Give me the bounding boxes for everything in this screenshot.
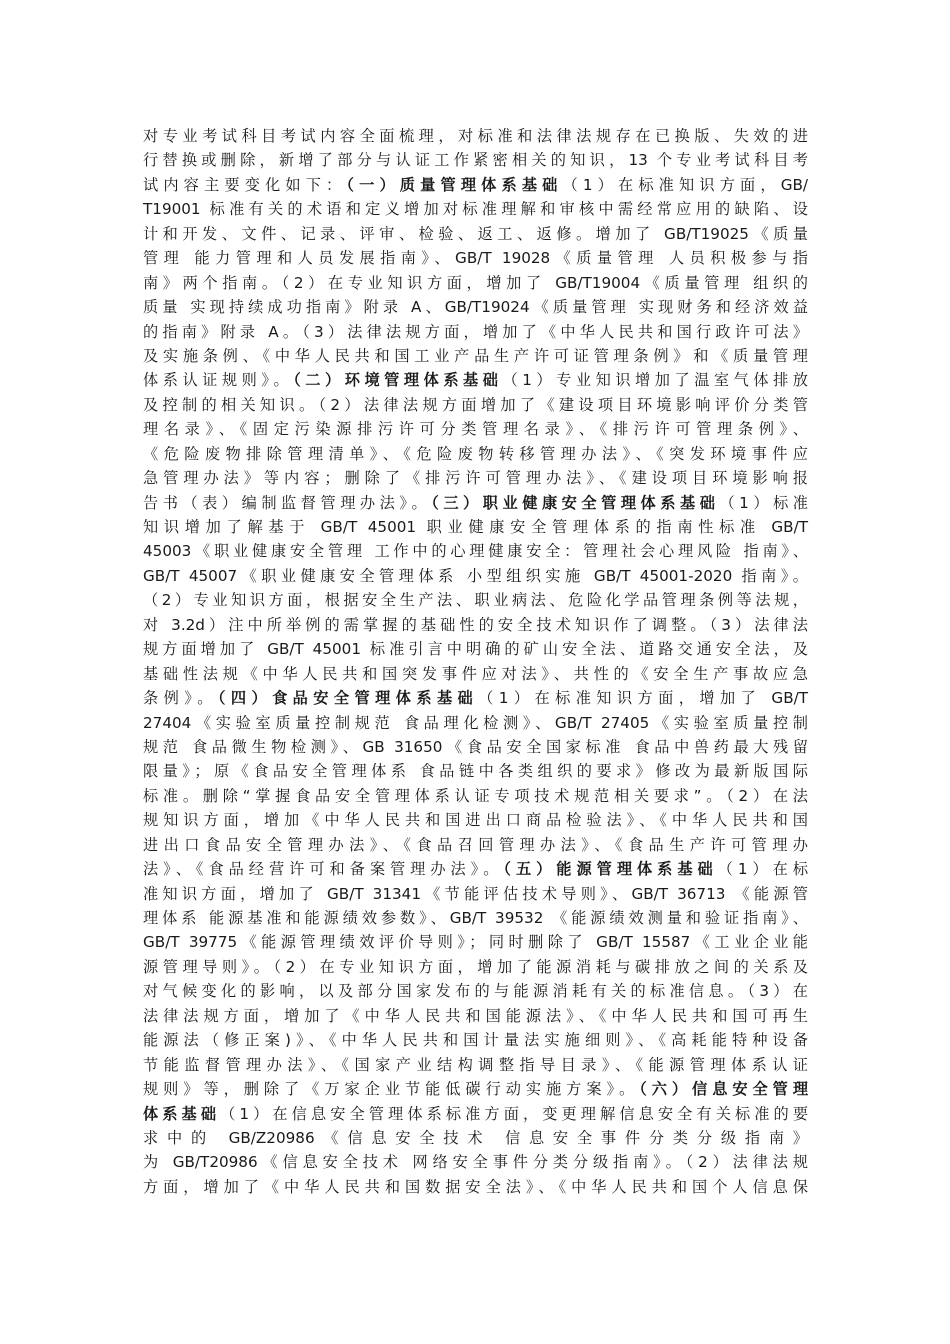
- text-line: [143, 613, 808, 637]
- text-segment: 对专业考试科目考试内容全面梳理，对标准和法律法规存在已换版、失效的进: [143, 127, 808, 145]
- text-segment: 规知识方面，增加《中华人民共和国进出口商品检验法》、《中华人民共和国: [143, 811, 808, 830]
- text-line: [143, 784, 808, 808]
- text-line: [143, 637, 808, 661]
- text-line: [143, 515, 808, 539]
- text-line: [143, 148, 808, 172]
- text-segment: 法律法规方面，增加了《中华人民共和国能源法》、《中华人民共和国可再生: [143, 1006, 808, 1025]
- text-segment: T19001 标准有关的术语和定义增加对标准理解和审核中需经常应用的缺陷、设: [143, 200, 808, 219]
- text-segment: 求中的 GB/Z20986《信息安全技术 信息安全事件分类分级指南》: [143, 1128, 808, 1147]
- text-segment: 节能监督管理办法》、《国家产业结构调整指导目录》、《能源管理体系认证: [143, 1055, 808, 1074]
- text-line: [143, 1102, 808, 1126]
- text-line: [143, 735, 808, 759]
- text-segment: 试内容主要变化如下：: [143, 175, 347, 194]
- text-line: [143, 466, 808, 490]
- text-segment: 知识增加了解基于 GB/T 45001 职业健康安全管理体系的指南性标准 GB/T: [143, 518, 808, 536]
- text-line: [143, 759, 808, 783]
- text-line: [143, 857, 808, 881]
- text-segment: 南》两个指南。（2）在专业知识方面，增加了 GB/T19004《质量管理 组织的: [143, 273, 808, 292]
- text-segment: （1）在信息安全管理体系标准方面，变更理解信息安全有关标准的要: [220, 1104, 809, 1123]
- text-line: [143, 906, 808, 930]
- text-line: [143, 271, 808, 295]
- text-segment: 《危险废物排除管理清单》、《危险废物转移管理办法》、《突发环境事件应: [143, 444, 808, 463]
- text-segment: 及实施条例、《中华人民共和国工业产品生产许可证管理条例》和《质量管理: [143, 346, 808, 365]
- text-line: [143, 1004, 808, 1028]
- text-line: [143, 368, 808, 392]
- text-segment: 规则》等，删除了《万家企业节能低碳行动实施方案》。: [143, 1080, 640, 1099]
- text-segment: 基础性法规《中华人民共和国突发事件应对法》、共性的《安全生产事故应急: [143, 664, 808, 683]
- text-line: [143, 564, 808, 588]
- text-line: [143, 222, 808, 246]
- text-line: [143, 344, 808, 368]
- text-segment: 标准。删除“掌握食品安全管理体系认证专项技术规范相关要求”。（2）在法: [143, 786, 808, 805]
- section-heading: （二）环境管理体系基础: [293, 371, 503, 390]
- text-segment: 体系认证规则》。: [143, 371, 294, 390]
- section-heading: （六）信息安全管理: [639, 1080, 809, 1099]
- text-segment: 45003《职业健康安全管理 工作中的心理健康安全：管理社会心理风险 指南》、: [143, 542, 808, 561]
- text-line: [143, 955, 808, 979]
- text-line: [143, 417, 808, 441]
- text-segment: 管理 能力管理和人员发展指南》、GB/T 19028《质量管理 人员积极参与指: [143, 249, 808, 268]
- text-segment: 为 GB/T20986《信息安全技术 网络安全事件分类分级指南》。（2）法律法规: [143, 1153, 808, 1172]
- text-segment: 理名录》、《固定污染源排污许可分类管理名录》、《排污许可管理条例》、: [143, 420, 808, 439]
- text-line: [143, 1053, 808, 1077]
- text-line: [143, 930, 808, 954]
- text-line: [143, 662, 808, 686]
- text-line: [143, 882, 808, 906]
- text-segment: GB/T 39775《能源管理绩效评价导则》；同时删除了 GB/T 15587《工业企业能: [143, 933, 808, 952]
- text-segment: 的指南》附录 A。（3）法律法规方面，增加了《中华人民共和国行政许可法》: [143, 322, 808, 341]
- text-line: [143, 393, 808, 417]
- text-line: [143, 1077, 808, 1101]
- section-heading: （三）职业健康安全管理体系基础: [431, 493, 720, 512]
- text-line: [143, 442, 808, 466]
- text-segment: 源管理导则》。（2）在专业知识方面，增加了能源消耗与碳排放之间的关系及: [143, 957, 808, 976]
- text-line: [143, 124, 808, 148]
- text-line: [143, 295, 808, 319]
- text-line: [143, 246, 808, 270]
- text-segment: 27404《实验室质量控制规范 食品理化检测》、GB/T 27405《实验室质量控制: [143, 713, 808, 732]
- text-segment: 告书（表）编制监督管理办法》。: [143, 493, 432, 512]
- text-line: [143, 1150, 808, 1174]
- text-segment: 进出口食品安全管理办法》、《食品召回管理办法》、《食品生产许可管理办: [143, 835, 808, 854]
- text-line: [143, 491, 808, 515]
- text-segment: 规范 食品微生物检测》、GB 31650《食品安全国家标准 食品中兽药最大残留: [143, 737, 808, 756]
- text-line: [143, 173, 808, 197]
- text-line: [143, 588, 808, 612]
- text-line: [143, 1028, 808, 1052]
- text-line: [143, 833, 808, 857]
- section-heading: 体系基础: [143, 1104, 221, 1123]
- text-segment: （2）专业知识方面，根据安全生产法、职业病法、危险化学品管理条例等法规，: [143, 591, 808, 610]
- document-body: [143, 124, 808, 1199]
- text-segment: 行替换或删除，新增了部分与认证工作紧密相关的知识，13 个专业考试科目考: [143, 151, 808, 170]
- text-segment: 对 3.2d）注中所举例的需掌握的基础性的安全技术知识作了调整。（3）法律法: [143, 615, 808, 634]
- text-segment: GB/T 45007《职业健康安全管理体系 小型组织实施 GB/T 45001-2020 指南》。: [143, 566, 808, 585]
- text-line: [143, 808, 808, 832]
- text-segment: 能源法（修正案)》、《中华人民共和国计量法实施细则》、《高耗能特种设备: [143, 1031, 808, 1050]
- text-segment: 质量 实现持续成功指南》附录 A、GB/T19024《质量管理 实现财务和经济效益: [143, 298, 808, 317]
- text-line: [143, 686, 808, 710]
- text-segment: （1）专业知识增加了温室气体排放: [502, 371, 808, 390]
- section-heading: （四）食品安全管理体系基础: [217, 689, 479, 708]
- text-segment: （1）在标准知识方面，增加了 GB/T: [478, 689, 809, 708]
- text-segment: （1）在标: [717, 860, 809, 879]
- text-segment: （1）标准: [719, 493, 808, 512]
- text-line: [143, 979, 808, 1003]
- text-line: [143, 711, 808, 735]
- text-segment: 计和开发、文件、记录、评审、检验、返工、返修。增加了 GB/T19025《质量: [143, 224, 808, 243]
- text-segment: 方面，增加了《中华人民共和国数据安全法》、《中华人民共和国个人信息保: [143, 1177, 808, 1196]
- text-line: [143, 1126, 808, 1150]
- text-segment: 对气候变化的影响，以及部分国家发布的与能源消耗有关的标准信息。（3）在: [143, 982, 808, 1001]
- text-segment: 法》、《食品经营许可和备案管理办法》。: [143, 860, 504, 879]
- text-segment: 条例》。: [143, 689, 218, 708]
- text-segment: （1）在标准知识方面，GB/: [562, 175, 809, 194]
- text-segment: 急管理办法》等内容；删除了《排污许可管理办法》、《建设项目环境影响报: [143, 469, 808, 488]
- text-segment: 限量》；原《食品安全管理体系 食品链中各类组织的要求》修改为最新版国际: [143, 762, 808, 781]
- section-heading: （一）质量管理体系基础: [346, 175, 563, 194]
- text-segment: 理体系 能源基准和能源绩效参数》、GB/T 39532 《能源绩效测量和验证指南》、: [143, 909, 808, 927]
- text-line: [143, 197, 808, 221]
- text-segment: 准知识方面，增加了 GB/T 31341《节能评估技术导则》、GB/T 36713 《能源管: [143, 884, 808, 903]
- text-line: [143, 1175, 808, 1199]
- text-segment: 及控制的相关知识。（2）法律法规方面增加了《建设项目环境影响评价分类管: [143, 395, 808, 414]
- text-line: [143, 539, 808, 563]
- section-heading: （五）能源管理体系基础: [503, 860, 718, 879]
- text-line: [143, 320, 808, 344]
- text-segment: 规方面增加了 GB/T 45001 标准引言中明确的矿山安全法、道路交通安全法，及: [143, 640, 808, 659]
